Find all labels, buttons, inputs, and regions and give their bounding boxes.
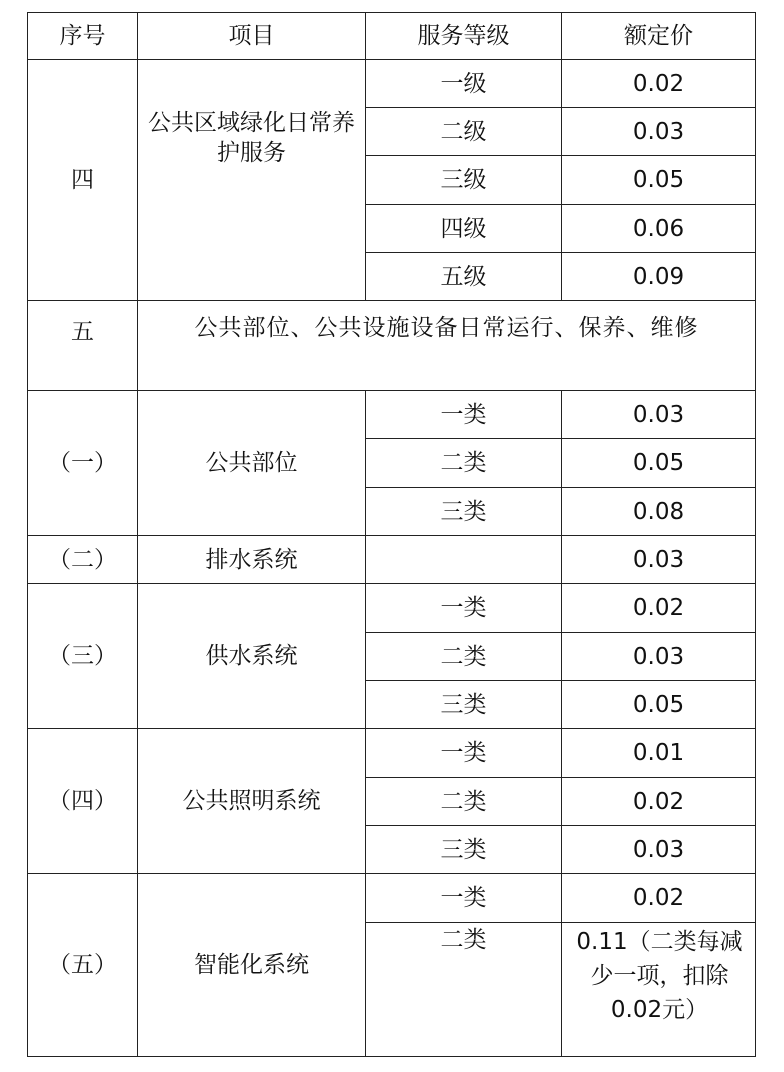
price-cell: 0.05 xyxy=(562,439,756,488)
price-cell: 0.02 xyxy=(562,584,756,633)
level-cell: 三类 xyxy=(366,681,562,729)
level-cell: 二类 xyxy=(366,633,562,681)
seq-cell: （四） xyxy=(28,729,138,874)
seq-cell: （二） xyxy=(28,536,138,584)
price-cell: 0.03 xyxy=(562,633,756,681)
price-cell: 0.03 xyxy=(562,108,756,156)
level-cell: 二类 xyxy=(366,439,562,488)
item-cell xyxy=(138,60,366,301)
level-cell: 一类 xyxy=(366,391,562,439)
header-level: 服务等级 xyxy=(366,13,562,60)
level-cell: 三类 xyxy=(366,488,562,536)
table-row xyxy=(28,391,756,439)
price-cell: 0.05 xyxy=(562,156,756,205)
header-item: 项目 xyxy=(138,13,366,60)
table-header-row xyxy=(28,13,756,60)
price-cell: 0.02 xyxy=(562,778,756,826)
level-cell: 一类 xyxy=(366,874,562,923)
level-cell: 一类 xyxy=(366,584,562,633)
seq-cell: （三） xyxy=(28,584,138,729)
price-cell: 0.03 xyxy=(562,391,756,439)
table-row xyxy=(28,536,756,584)
seq-cell: 四 xyxy=(28,60,138,301)
level-cell: 二类 xyxy=(366,923,562,1057)
price-cell: 0.03 xyxy=(562,826,756,874)
price-cell: 0.02 xyxy=(562,60,756,108)
table-row xyxy=(28,584,756,633)
header-price: 额定价 xyxy=(562,13,756,60)
item-cell: 排水系统 xyxy=(138,536,366,584)
level-cell xyxy=(366,536,562,584)
seq-cell: 五 xyxy=(28,301,138,391)
price-note-cell xyxy=(562,923,756,1057)
price-cell: 0.05 xyxy=(562,681,756,729)
level-cell: 二级 xyxy=(366,108,562,156)
price-cell: 0.09 xyxy=(562,253,756,301)
level-cell: 四级 xyxy=(366,205,562,253)
level-cell: 三级 xyxy=(366,156,562,205)
price-note-text: 0.11（二类每减少一项，扣除0.02元） xyxy=(576,929,743,1023)
item-cell: 智能化系统 xyxy=(138,874,366,1057)
seq-cell: （一） xyxy=(28,391,138,536)
item-cell: 公共部位 xyxy=(138,391,366,536)
item-cell: 供水系统 xyxy=(138,584,366,729)
price-cell: 0.06 xyxy=(562,205,756,253)
table-row xyxy=(28,60,756,108)
level-cell: 二类 xyxy=(366,778,562,826)
level-cell: 三类 xyxy=(366,826,562,874)
header-seq: 序号 xyxy=(28,13,138,60)
table-row xyxy=(28,874,756,923)
price-table xyxy=(27,12,756,1057)
section-title: 公共部位、公共设施设备日常运行、保养、维修 xyxy=(138,301,756,391)
price-cell: 0.01 xyxy=(562,729,756,778)
table-row xyxy=(28,729,756,778)
level-cell: 五级 xyxy=(366,253,562,301)
price-cell: 0.02 xyxy=(562,874,756,923)
level-cell: 一类 xyxy=(366,729,562,778)
level-cell: 一级 xyxy=(366,60,562,108)
item-cell: 公共照明系统 xyxy=(138,729,366,874)
seq-cell: （五） xyxy=(28,874,138,1057)
section-row xyxy=(28,301,756,391)
item-text: 公共区域绿化日常养护服务 xyxy=(148,110,355,166)
price-cell: 0.08 xyxy=(562,488,756,536)
price-cell: 0.03 xyxy=(562,536,756,584)
